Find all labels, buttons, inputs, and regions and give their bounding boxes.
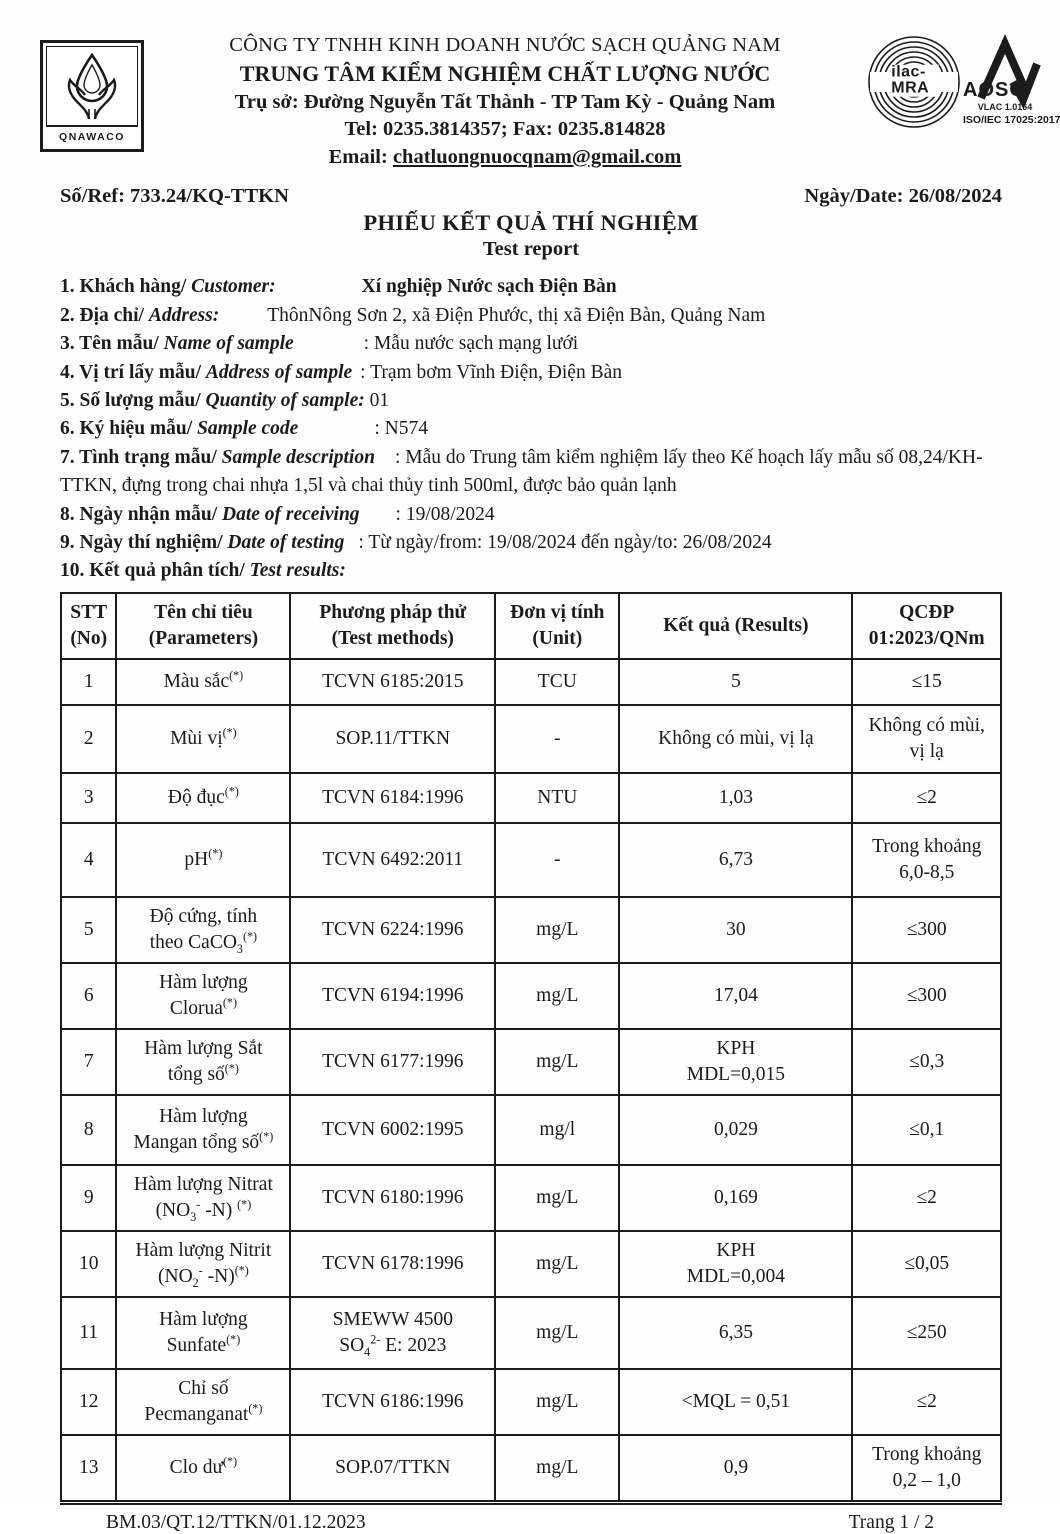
cell-result: 0,169 bbox=[619, 1165, 852, 1231]
cell-limit: Trong khoảng 0,2 – 1,0 bbox=[852, 1435, 1001, 1503]
center-name: TRUNG TÂM KIỂM NGHIỆM CHẤT LƯỢNG NƯỚC bbox=[239, 61, 771, 87]
cell-result: 30 bbox=[619, 897, 852, 963]
cell-no: 12 bbox=[61, 1369, 116, 1435]
cell-result: 0,9 bbox=[619, 1435, 852, 1503]
info-value: 19/08/2024 bbox=[405, 503, 495, 525]
cell-unit: mg/L bbox=[495, 1029, 619, 1095]
meta-row bbox=[60, 185, 1002, 208]
cell-method: TCVN 6224:1996 bbox=[290, 897, 495, 963]
cell-unit: mg/L bbox=[495, 897, 619, 963]
cell-result: KPH MDL=0,004 bbox=[619, 1231, 852, 1297]
cell-no: 10 bbox=[61, 1231, 116, 1297]
cell-param: Hàm lượng Nitrat ($NO_3^-$ -N) (*) bbox=[116, 1165, 290, 1231]
cell-limit: ≤2 bbox=[852, 773, 1001, 823]
cell-result: 6,35 bbox=[619, 1297, 852, 1369]
info-colon: : bbox=[358, 532, 364, 553]
cell-result: 5 bbox=[619, 659, 852, 705]
col-header-unit: Đơn vị tính (Unit) bbox=[495, 593, 619, 659]
table-row bbox=[61, 1435, 1001, 1503]
cell-result: 17,04 bbox=[619, 963, 852, 1029]
table-row bbox=[61, 1165, 1001, 1231]
table-row bbox=[61, 705, 1001, 773]
cell-param: Hàm lượng Sunfate(*) bbox=[116, 1297, 290, 1369]
cell-limit: Không có mùi, vị lạ bbox=[852, 705, 1001, 773]
info-label-en: Address of sample bbox=[205, 361, 353, 383]
table-row bbox=[61, 1029, 1001, 1095]
cell-unit: - bbox=[495, 705, 619, 773]
cell-no: 4 bbox=[61, 823, 116, 897]
sample-info-section bbox=[60, 273, 1002, 585]
cell-no: 6 bbox=[61, 963, 116, 1029]
water-drop-hands-icon bbox=[53, 49, 131, 125]
info-colon: : bbox=[363, 333, 370, 355]
col-header-limit: QCĐP 01:2023/QNm bbox=[852, 593, 1001, 659]
report-subtitle: Test report bbox=[482, 238, 580, 261]
cell-no: 1 bbox=[61, 659, 116, 705]
info-colon: : bbox=[360, 361, 366, 383]
cell-limit: Trong khoảng 6,0-8,5 bbox=[852, 823, 1001, 897]
info-label-vi: 7. Tình trạng mẫu/ bbox=[60, 446, 217, 468]
cell-no: 3 bbox=[61, 773, 116, 823]
table-row bbox=[61, 1231, 1001, 1297]
cell-limit: ≤15 bbox=[852, 659, 1001, 705]
cell-method: TCVN 6186:1996 bbox=[290, 1369, 495, 1435]
cell-param: Chỉ số Pecmanganat(*) bbox=[116, 1369, 290, 1435]
info-item-sample-name bbox=[60, 330, 1002, 358]
cell-unit: mg/L bbox=[495, 963, 619, 1029]
info-colon: : bbox=[374, 418, 380, 440]
cell-no: 7 bbox=[61, 1029, 116, 1095]
cell-param: Clo dư(*) bbox=[116, 1435, 290, 1503]
company-name: CÔNG TY TNHH KINH DOANH NƯỚC SẠCH QUẢNG NAM bbox=[229, 34, 781, 56]
head-office-address: Trụ sở: Đường Nguyễn Tất Thành - TP Tam Kỳ - Quảng Nam bbox=[234, 90, 776, 113]
info-colon: : bbox=[394, 446, 401, 468]
cell-param: Độ cứng, tính theo CaCO$_3$(*) bbox=[116, 897, 290, 963]
cell-result: Không có mùi, vị lạ bbox=[619, 705, 852, 773]
aosc-logo bbox=[963, 36, 1060, 127]
cell-method: TCVN 6180:1996 bbox=[290, 1165, 495, 1231]
email-label: Email: bbox=[328, 145, 388, 168]
aosc-vlac-text: VLAC 1.0164 bbox=[977, 102, 1033, 112]
info-colon: : bbox=[395, 503, 401, 525]
info-item-sample-code bbox=[60, 415, 1002, 443]
results-header-row bbox=[61, 593, 1001, 659]
page-number: Trang 1 / 2 bbox=[848, 1511, 934, 1533]
info-item-quantity bbox=[60, 387, 1002, 415]
qnawaco-logo bbox=[40, 40, 144, 152]
info-label-vi: 2. Địa chỉ/ bbox=[60, 304, 144, 326]
cell-result: <MQL = 0,51 bbox=[619, 1369, 852, 1435]
table-row bbox=[61, 1095, 1001, 1165]
cell-param: Mùi vị(*) bbox=[116, 705, 290, 773]
email-address: chatluongnuocqnam@gmail.com bbox=[392, 145, 682, 168]
report-title: PHIẾU KẾT QUẢ THÍ NGHIỆM bbox=[363, 210, 699, 236]
table-row bbox=[61, 897, 1001, 963]
ilac-mra-logo bbox=[866, 30, 963, 134]
info-label-en: Date of receiving bbox=[222, 503, 360, 525]
info-item-date-testing bbox=[60, 529, 1002, 557]
cell-no: 8 bbox=[61, 1095, 116, 1165]
info-label-en: Customer: bbox=[191, 276, 276, 298]
cell-method: TCVN 6184:1996 bbox=[290, 773, 495, 823]
cell-method: TCVN 6178:1996 bbox=[290, 1231, 495, 1297]
cell-unit: TCU bbox=[495, 659, 619, 705]
cell-unit: mg/L bbox=[495, 1369, 619, 1435]
table-row bbox=[61, 773, 1001, 823]
cell-limit: ≤300 bbox=[852, 963, 1001, 1029]
col-header-result: Kết quả (Results) bbox=[619, 593, 852, 659]
info-value: Từ ngày/from: 19/08/2024 đến ngày/to: 26/08/2024 bbox=[368, 532, 772, 553]
cell-method: TCVN 6177:1996 bbox=[290, 1029, 495, 1095]
cell-limit: ≤0,05 bbox=[852, 1231, 1001, 1297]
cell-param: Hàm lượng Sắt tổng số(*) bbox=[116, 1029, 290, 1095]
cell-result: 0,029 bbox=[619, 1095, 852, 1165]
aosc-iso-text: ISO/IEC 17025:2017 bbox=[963, 113, 1060, 126]
info-label-en: Quantity of sample: bbox=[205, 389, 365, 411]
info-label-vi: 3. Tên mẫu/ bbox=[60, 333, 159, 355]
cell-method: SOP.11/TTKN bbox=[290, 705, 495, 773]
info-item-sample-address bbox=[60, 359, 1002, 387]
report-date: Ngày/Date: 26/08/2024 bbox=[804, 185, 1002, 208]
report-header bbox=[59, 24, 1060, 171]
tel-fax-line: Tel: 0235.3814357; Fax: 0235.814828 bbox=[344, 118, 666, 141]
table-row bbox=[61, 823, 1001, 897]
cell-no: 2 bbox=[61, 705, 116, 773]
ilac-mra-text: ilac-MRA bbox=[890, 65, 939, 97]
info-value: Xí nghiệp Nước sạch Điện Bàn bbox=[361, 276, 617, 298]
table-row bbox=[61, 1369, 1001, 1435]
cell-no: 13 bbox=[61, 1435, 116, 1503]
cell-unit: NTU bbox=[495, 773, 619, 823]
cell-unit: mg/L bbox=[495, 1435, 619, 1503]
cell-result: 1,03 bbox=[619, 773, 852, 823]
info-value: 01 bbox=[369, 389, 390, 411]
page-footer bbox=[60, 1512, 1002, 1534]
cell-no: 5 bbox=[61, 897, 116, 963]
info-label-vi: 5. Số lượng mẫu/ bbox=[60, 389, 201, 411]
qnawaco-logo-text: QNAWACO bbox=[46, 126, 138, 146]
info-item-date-receiving bbox=[60, 501, 1002, 529]
header-center-block bbox=[144, 24, 866, 171]
info-item-address bbox=[60, 302, 1002, 330]
info-value: Mẫu do Trung tâm kiểm nghiệm lấy theo Kế hoạch lấy mẫu số 08,24/KH-TTKN, đựng trong chai nhựa 1,5l và chai thủy tinh 500ml, được bảo quản lạnh bbox=[60, 446, 983, 497]
table-row bbox=[61, 1297, 1001, 1369]
cell-param: Hàm lượng Clorua(*) bbox=[116, 963, 290, 1029]
info-label-vi: 6. Ký hiệu mẫu/ bbox=[60, 418, 193, 440]
info-value: Mẫu nước sạch mạng lưới bbox=[373, 333, 579, 355]
info-value: N574 bbox=[384, 418, 428, 440]
form-code: BM.03/QT.12/TTKN/01.12.2023 bbox=[106, 1511, 366, 1533]
cell-method: TCVN 6492:2011 bbox=[290, 823, 495, 897]
info-label-vi: 8. Ngày nhận mẫu/ bbox=[60, 503, 218, 525]
cell-limit: ≤2 bbox=[852, 1165, 1001, 1231]
col-header-method: Phương pháp thử (Test methods) bbox=[290, 593, 495, 659]
cell-unit: mg/l bbox=[495, 1095, 619, 1165]
cell-method: SOP.07/TTKN bbox=[290, 1435, 495, 1503]
info-item-customer bbox=[60, 273, 1002, 301]
email-line bbox=[144, 144, 866, 171]
info-label-en: Name of sample bbox=[163, 333, 294, 355]
info-label-en: Date of testing bbox=[227, 532, 345, 553]
results-tbody bbox=[61, 659, 1001, 1503]
cell-unit: mg/L bbox=[495, 1165, 619, 1231]
aosc-text: AOSC bbox=[963, 79, 1025, 101]
results-table bbox=[60, 592, 1002, 1505]
info-label-vi: 1. Khách hàng/ bbox=[60, 276, 187, 298]
cell-param: Hàm lượng Mangan tổng số(*) bbox=[116, 1095, 290, 1165]
cell-result: 6,73 bbox=[619, 823, 852, 897]
cell-method: TCVN 6194:1996 bbox=[290, 963, 495, 1029]
info-item-test-results bbox=[60, 557, 1002, 585]
cell-param: Hàm lượng Nitrit ($NO_2^-$ -N)(*) bbox=[116, 1231, 290, 1297]
cell-param: pH(*) bbox=[116, 823, 290, 897]
info-label-vi: 4. Vị trí lấy mẫu/ bbox=[60, 361, 202, 383]
qnawaco-logo-inner bbox=[46, 46, 138, 126]
cell-no: 9 bbox=[61, 1165, 116, 1231]
cell-no: 11 bbox=[61, 1297, 116, 1369]
cell-method: TCVN 6185:2015 bbox=[290, 659, 495, 705]
cell-limit: ≤0,1 bbox=[852, 1095, 1001, 1165]
ref-number: Số/Ref: 733.24/KQ-TTKN bbox=[60, 185, 289, 208]
cell-result: KPH MDL=0,015 bbox=[619, 1029, 852, 1095]
info-label-en: Sample description bbox=[221, 446, 375, 468]
col-header-no: STT (No) bbox=[61, 593, 116, 659]
cell-method: TCVN 6002:1995 bbox=[290, 1095, 495, 1165]
cell-limit: ≤250 bbox=[852, 1297, 1001, 1369]
info-label-en: Sample code bbox=[197, 418, 299, 440]
info-label-vi: 10. Kết quả phân tích/ bbox=[60, 560, 245, 582]
cell-unit: - bbox=[495, 823, 619, 897]
accreditation-logos bbox=[866, 24, 1060, 134]
cell-param: Độ đục(*) bbox=[116, 773, 290, 823]
table-row bbox=[61, 659, 1001, 705]
col-header-parameter: Tên chỉ tiêu (Parameters) bbox=[116, 593, 290, 659]
cell-unit: mg/L bbox=[495, 1231, 619, 1297]
info-label-en: Address: bbox=[148, 304, 220, 326]
info-value: Trạm bơm Vĩnh Điện, Điện Bàn bbox=[370, 361, 622, 383]
cell-method: SMEWW 4500 $SO_4^{2-}$ E: 2023 bbox=[290, 1297, 495, 1369]
info-value: ThônNông Sơn 2, xã Điện Phước, thị xã Điện Bàn, Quảng Nam bbox=[267, 304, 766, 326]
info-label-vi: 9. Ngày thí nghiệm/ bbox=[60, 532, 223, 553]
cell-limit: ≤300 bbox=[852, 897, 1001, 963]
info-label-en: Test results: bbox=[249, 560, 346, 582]
table-row bbox=[61, 963, 1001, 1029]
cell-limit: ≤2 bbox=[852, 1369, 1001, 1435]
info-item-sample-description bbox=[60, 444, 1002, 501]
cell-param: Màu sắc(*) bbox=[116, 659, 290, 705]
cell-limit: ≤0,3 bbox=[852, 1029, 1001, 1095]
cell-unit: mg/L bbox=[495, 1297, 619, 1369]
